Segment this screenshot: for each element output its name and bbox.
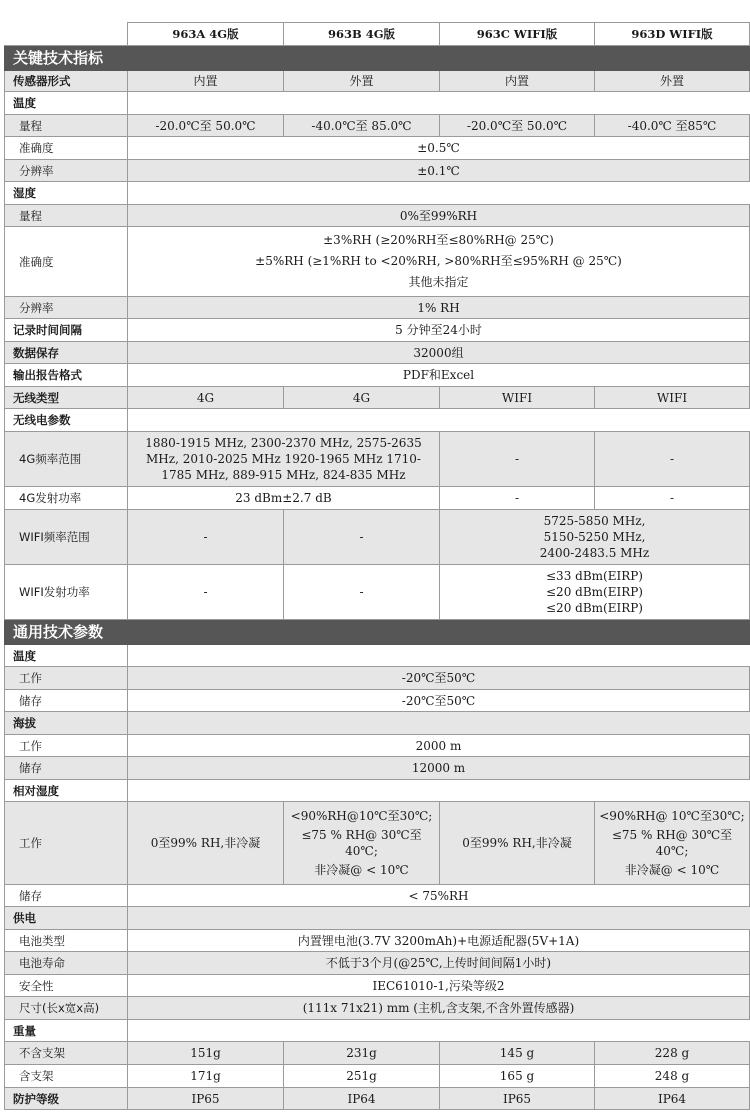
cell-963a-963b: 23 dBm±2.7 dB [128, 487, 440, 510]
cell-all-models: PDF和Excel [128, 364, 750, 387]
category-spacer [128, 645, 750, 667]
spec-table [4, 22, 750, 1110]
category-altitude [5, 712, 750, 735]
category-label: 海拔 [5, 712, 128, 735]
cell-963d: 248 g [595, 1065, 750, 1088]
row-label: 工作 [5, 667, 128, 690]
row-label: 工作 [5, 802, 128, 885]
row-label: 含支架 [5, 1065, 128, 1088]
cell-963a: IP65 [128, 1088, 284, 1110]
cell-963d: IP64 [595, 1088, 750, 1110]
cell-963a: -20.0℃至 50.0℃ [128, 115, 284, 137]
cell-all-models: 不低于3个月(@25℃,上传时间间隔1小时) [128, 952, 750, 975]
model-header-row [5, 23, 750, 46]
category-power [5, 907, 750, 930]
category-weight [5, 1020, 750, 1042]
row-operating-temperature [5, 667, 750, 690]
row-safety [5, 975, 750, 997]
category-label: 温度 [5, 645, 128, 667]
cell-963b [284, 802, 440, 885]
cell-963a: 0至99% RH,非冷凝 [128, 802, 284, 885]
row-storage-temperature [5, 690, 750, 712]
category-spacer [128, 907, 750, 930]
row-label: 防护等级 [5, 1088, 128, 1110]
row-operating-humidity [5, 802, 750, 885]
category-label: 相对湿度 [5, 780, 128, 802]
cell-963d: - [595, 432, 750, 487]
category-spacer [128, 409, 750, 432]
cell-963a: - [128, 510, 284, 565]
row-battery-type [5, 930, 750, 952]
cell-963c: 0至99% RH,非冷凝 [440, 802, 595, 885]
row-weight-without-stand [5, 1042, 750, 1065]
row-battery-life [5, 952, 750, 975]
row-label: 输出报告格式 [5, 364, 128, 387]
row-label: 分辨率 [5, 160, 128, 182]
row-label: 无线类型 [5, 387, 128, 409]
row-label: 安全性 [5, 975, 128, 997]
cell-963b: - [284, 510, 440, 565]
row-ip-rating [5, 1088, 750, 1110]
category-label: 温度 [5, 92, 128, 115]
category-spacer [128, 712, 750, 735]
row-operating-altitude [5, 735, 750, 757]
row-temp-accuracy [5, 137, 750, 160]
row-label: 电池寿命 [5, 952, 128, 975]
cell-963c: IP65 [440, 1088, 595, 1110]
cell-963c-963d [440, 510, 750, 565]
row-humidity-range [5, 205, 750, 227]
row-label: 量程 [5, 115, 128, 137]
cell-all-models: (111x 71x21) mm (主机,含支架,不含外置传感器) [128, 997, 750, 1020]
row-label: 储存 [5, 885, 128, 907]
cell-963b: 4G [284, 387, 440, 409]
row-label: 数据保存 [5, 342, 128, 364]
model-header-963a: 963A 4G版 [128, 23, 284, 46]
section-general-specs [5, 620, 750, 645]
row-temp-resolution [5, 160, 750, 182]
row-4g-power [5, 487, 750, 510]
row-label: 储存 [5, 690, 128, 712]
cell-963a: 内置 [128, 71, 284, 92]
row-label: 储存 [5, 757, 128, 780]
humidity-condition-line: ≤75 % RH@ 30℃至 40℃; [611, 828, 733, 858]
cell-963c: 165 g [440, 1065, 595, 1088]
humidity-condition-line: 非冷凝@ < 10℃ [624, 863, 720, 877]
section-title: 关键技术指标 [5, 46, 750, 71]
row-label: 准确度 [5, 137, 128, 160]
cell-963b: 231g [284, 1042, 440, 1065]
row-wifi-power [5, 565, 750, 620]
wifi-power-line: ≤33 dBm(EIRP) [546, 569, 643, 583]
cell-all-models: 12000 m [128, 757, 750, 780]
cell-all-models [128, 227, 750, 297]
humidity-condition-line: ≤75 % RH@ 30℃至 40℃; [301, 828, 422, 858]
row-label: 量程 [5, 205, 128, 227]
row-label: 不含支架 [5, 1042, 128, 1065]
cell-963c: 145 g [440, 1042, 595, 1065]
cell-963b: IP64 [284, 1088, 440, 1110]
row-storage-altitude [5, 757, 750, 780]
row-weight-with-stand [5, 1065, 750, 1088]
row-label: 工作 [5, 735, 128, 757]
cell-963a: 4G [128, 387, 284, 409]
cell-963b: -40.0℃至 85.0℃ [284, 115, 440, 137]
cell-963a-963b: 1880-1915 MHz, 2300-2370 MHz, 2575-2635 MHz, 2010-2025 MHz 1920-1965 MHz 1710-1785 MHz, 889-915 MHz, 824-835 MHz [128, 432, 440, 487]
row-humidity-resolution [5, 297, 750, 319]
accuracy-line: ±5%RH (≥1%RH to <20%RH, >80%RH至≤95%RH @ 25℃) [255, 254, 622, 268]
cell-963c: - [440, 487, 595, 510]
cell-all-models: 1% RH [128, 297, 750, 319]
cell-963d: WIFI [595, 387, 750, 409]
row-humidity-accuracy [5, 227, 750, 297]
row-label: 4G频率范围 [5, 432, 128, 487]
row-record-interval [5, 319, 750, 342]
category-spacer [128, 92, 750, 115]
cell-963c-963d [440, 565, 750, 620]
row-label: 传感器形式 [5, 71, 128, 92]
cell-963b: 251g [284, 1065, 440, 1088]
cell-all-models: IEC61010-1,污染等级2 [128, 975, 750, 997]
cell-all-models: ±0.5℃ [128, 137, 750, 160]
cell-963b: 外置 [284, 71, 440, 92]
cell-963d: 228 g [595, 1042, 750, 1065]
cell-963a: 151g [128, 1042, 284, 1065]
row-temp-range [5, 115, 750, 137]
category-relative-humidity [5, 780, 750, 802]
row-label: 分辨率 [5, 297, 128, 319]
accuracy-line: ±3%RH (≥20%RH至≤80%RH@ 25℃) [323, 233, 554, 247]
cell-963d [595, 802, 750, 885]
accuracy-line: 其他未指定 [408, 275, 469, 289]
cell-963c: WIFI [440, 387, 595, 409]
cell-963a: 171g [128, 1065, 284, 1088]
row-dimensions [5, 997, 750, 1020]
humidity-condition-line: <90%RH@10℃至30℃; [290, 809, 433, 823]
humidity-condition-line: 非冷凝@ < 10℃ [314, 863, 409, 877]
row-4g-frequency [5, 432, 750, 487]
cell-963a: - [128, 565, 284, 620]
category-temperature [5, 92, 750, 115]
cell-963c: -20.0℃至 50.0℃ [440, 115, 595, 137]
row-sensor-type [5, 71, 750, 92]
category-spacer [128, 780, 750, 802]
cell-963d: - [595, 487, 750, 510]
wifi-power-line: ≤20 dBm(EIRP) [546, 585, 643, 599]
category-label: 供电 [5, 907, 128, 930]
row-label: 4G发射功率 [5, 487, 128, 510]
header-corner [5, 23, 128, 46]
section-title: 通用技术参数 [5, 620, 750, 645]
row-label: WIFI发射功率 [5, 565, 128, 620]
category-spacer [128, 1020, 750, 1042]
cell-all-models: < 75%RH [128, 885, 750, 907]
model-header-963b: 963B 4G版 [284, 23, 440, 46]
row-wireless-type [5, 387, 750, 409]
row-report-format [5, 364, 750, 387]
cell-963b: - [284, 565, 440, 620]
row-label: 尺寸(长x宽x高) [5, 997, 128, 1020]
humidity-condition-line: <90%RH@ 10℃至30℃; [599, 809, 745, 823]
cell-all-models: 0%至99%RH [128, 205, 750, 227]
model-header-963c: 963C WIFI版 [440, 23, 595, 46]
category-wireless [5, 409, 750, 432]
wifi-frequency-line: 5725-5850 MHz, [543, 514, 646, 528]
cell-963d: 外置 [595, 71, 750, 92]
section-key-specs [5, 46, 750, 71]
cell-963d: -40.0℃ 至85℃ [595, 115, 750, 137]
row-storage-humidity [5, 885, 750, 907]
spec-sheet [4, 22, 749, 1110]
category-label: 无线电参数 [5, 409, 128, 432]
wifi-frequency-line: 5150-5250 MHz, [543, 530, 646, 544]
category-label: 重量 [5, 1020, 128, 1042]
row-data-storage [5, 342, 750, 364]
row-label: 记录时间间隔 [5, 319, 128, 342]
cell-all-models: ±0.1℃ [128, 160, 750, 182]
row-label: 准确度 [5, 227, 128, 297]
category-ambient-temperature [5, 645, 750, 667]
cell-all-models: 内置锂电池(3.7V 3200mAh)+电源适配器(5V+1A) [128, 930, 750, 952]
wifi-power-line: ≤20 dBm(EIRP) [546, 601, 643, 615]
cell-all-models: -20℃至50℃ [128, 667, 750, 690]
cell-all-models: 32000组 [128, 342, 750, 364]
row-label: WIFI频率范围 [5, 510, 128, 565]
wifi-frequency-line: 2400-2483.5 MHz [539, 546, 650, 560]
cell-963c: 内置 [440, 71, 595, 92]
row-wifi-frequency [5, 510, 750, 565]
cell-all-models: -20℃至50℃ [128, 690, 750, 712]
model-header-963d: 963D WIFI版 [595, 23, 750, 46]
category-spacer [128, 182, 750, 205]
cell-963c: - [440, 432, 595, 487]
category-label: 湿度 [5, 182, 128, 205]
cell-all-models: 5 分钟至24小时 [128, 319, 750, 342]
category-humidity [5, 182, 750, 205]
cell-all-models: 2000 m [128, 735, 750, 757]
row-label: 电池类型 [5, 930, 128, 952]
